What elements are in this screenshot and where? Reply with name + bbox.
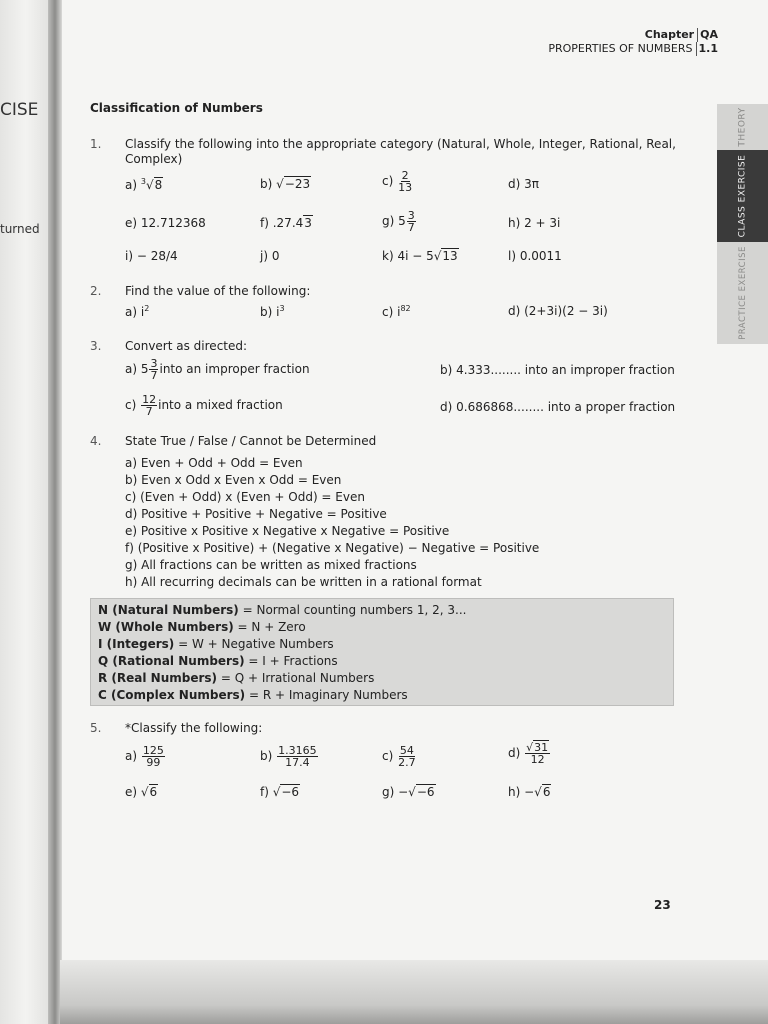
- question-text: Complex): [125, 152, 183, 166]
- side-tabs: [717, 104, 768, 344]
- option-2c: c) $i^{82}$: [382, 304, 411, 319]
- definition-line: N (Natural Numbers) = Normal counting numbers 1, 2, 3...: [98, 603, 467, 617]
- tab-theory: THEORY: [717, 104, 768, 150]
- option-1i: i) − 28/4: [125, 249, 178, 263]
- list-item: h) All recurring decimals can be written in a rational format: [125, 575, 482, 589]
- previous-page-text: turned: [0, 222, 40, 236]
- option-1c: c) $\frac{2}{13}$: [382, 169, 413, 194]
- option-5e: e) √6: [125, 785, 158, 799]
- question-text: Classify the following into the appropriate category (Natural, Whole, Integer, Rational, Real,: [125, 137, 676, 151]
- definition-line: R (Real Numbers) = Q + Irrational Numbers: [98, 671, 375, 685]
- option-3c: c) $\frac{12}{7}$ into a mixed fraction: [125, 393, 283, 418]
- option-1d: d) 3π: [508, 177, 539, 191]
- option-3a: a) 5 $\frac{3}{7}$ into an improper fraction: [125, 357, 310, 382]
- question-number: 5.: [90, 721, 102, 735]
- option-5h: h) −√6: [508, 785, 551, 799]
- question-number: 4.: [90, 434, 102, 448]
- tab-class-exercise: CLASS EXERCISE: [717, 150, 768, 242]
- previous-page-heading: CISE: [0, 100, 39, 120]
- option-1k: k) 4i − 5√13: [382, 249, 458, 263]
- list-item: f) (Positive x Positive) + (Negative x Negative) − Negative = Positive: [125, 541, 540, 555]
- tab-practice-exercise: PRACTICE EXERCISE: [717, 242, 768, 344]
- definition-line: W (Whole Numbers) = N + Zero: [98, 620, 306, 634]
- question-text: *Classify the following:: [125, 721, 263, 735]
- definitions-box: [90, 598, 674, 706]
- question-number: 3.: [90, 339, 102, 353]
- question-text: Find the value of the following:: [125, 284, 311, 298]
- option-5f: f) √−6: [260, 785, 300, 799]
- option-1h: h) 2 + 3i: [508, 216, 561, 230]
- option-1l: l) 0.0011: [508, 249, 562, 263]
- section-title: Classification of Numbers: [90, 101, 263, 115]
- option-2b: b) $i^3$: [260, 304, 285, 319]
- list-item: c) (Even + Odd) x (Even + Odd) = Even: [125, 490, 365, 504]
- gutter-shadow: [48, 0, 62, 1024]
- option-1g: g) 5 $\frac{3}{7}$: [382, 209, 415, 234]
- definition-line: C (Complex Numbers) = R + Imaginary Numbers: [98, 688, 408, 702]
- option-5d: d) $\frac{√31}{12}$: [508, 741, 549, 766]
- option-3d: d) 0.686868........ into a proper fraction: [440, 400, 676, 414]
- chapter-title: PROPERTIES OF NUMBERS: [548, 42, 693, 55]
- option-5g: g) −√−6: [382, 785, 435, 799]
- option-1b: b) √−23: [260, 177, 311, 191]
- chapter-code: QA: [697, 28, 718, 42]
- chapter-label: Chapter: [644, 28, 695, 41]
- list-item: d) Positive + Positive + Negative = Positive: [125, 507, 387, 521]
- page-header: [548, 28, 718, 56]
- page-edge-shadow: [60, 960, 768, 1024]
- list-item: a) Even + Odd + Odd = Even: [125, 456, 303, 470]
- question-text: Convert as directed:: [125, 339, 248, 353]
- section-number: 1.1: [696, 42, 719, 56]
- question-number: 2.: [90, 284, 102, 298]
- option-5b: b) $\frac{1.3165}{17.4}$: [260, 744, 317, 769]
- definition-line: I (Integers) = W + Negative Numbers: [98, 637, 334, 651]
- option-1a: a) $^3$√8: [125, 177, 163, 192]
- option-1j: j) 0: [260, 249, 280, 263]
- list-item: g) All fractions can be written as mixed fractions: [125, 558, 417, 572]
- list-item: b) Even x Odd x Even x Odd = Even: [125, 473, 342, 487]
- option-2a: a) $i^2$: [125, 304, 150, 319]
- question-number: 1.: [90, 137, 102, 151]
- option-2d: d) (2+3i)(2 − 3i): [508, 304, 608, 318]
- page-number: 23: [654, 898, 671, 912]
- option-1f: f) .27.43: [260, 216, 312, 230]
- option-1e: e) 12.712368: [125, 216, 206, 230]
- option-5c: c) $\frac{54}{2.7}$: [382, 744, 416, 769]
- option-5a: a) $\frac{125}{99}$: [125, 744, 164, 769]
- question-text: State True / False / Cannot be Determined: [125, 434, 377, 448]
- option-3b: b) 4.333........ into an improper fraction: [440, 363, 675, 377]
- definition-line: Q (Rational Numbers) = I + Fractions: [98, 654, 338, 668]
- list-item: e) Positive x Positive x Negative x Negative = Positive: [125, 524, 450, 538]
